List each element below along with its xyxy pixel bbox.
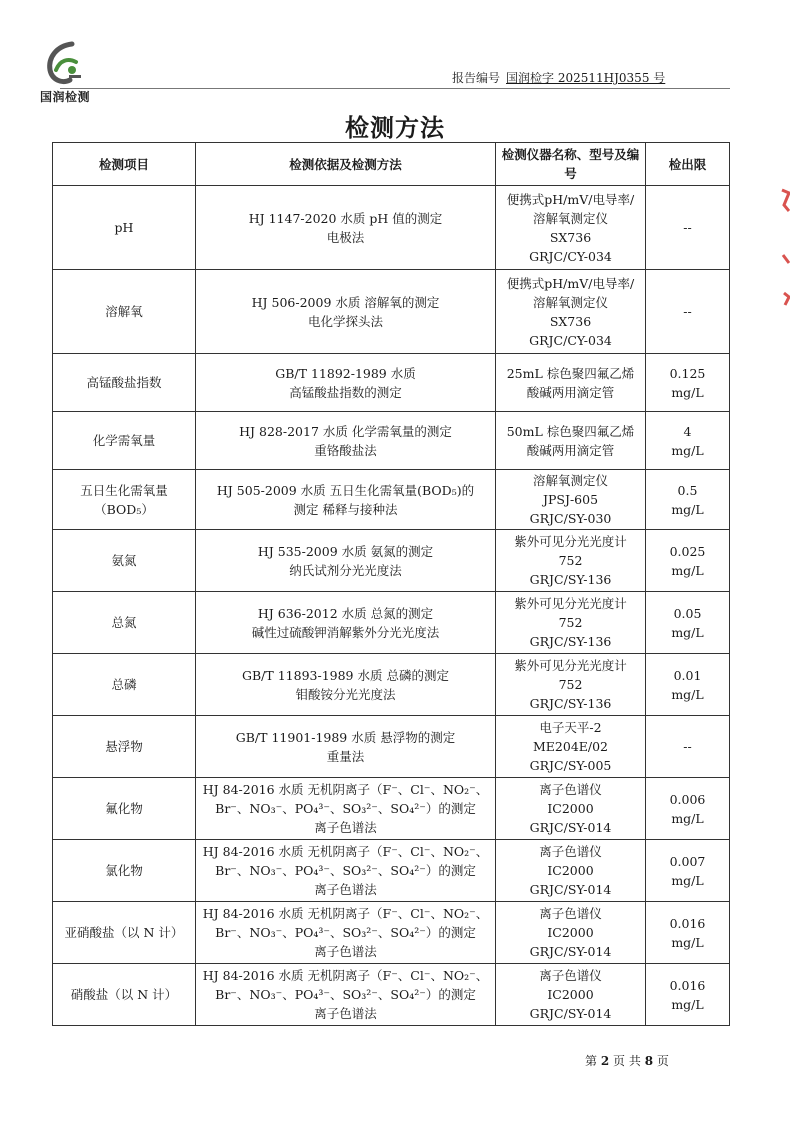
header-instrument: 检测仪器名称、型号及编号	[496, 143, 646, 186]
cell-instrument-line: 溶解氧测定仪	[532, 210, 608, 226]
cell-limit-line: mg/L	[671, 810, 704, 826]
cell-limit-line: 0.5	[677, 482, 698, 498]
cell-method-line: GB/T 11893-1989 水质 总磷的测定	[242, 667, 449, 683]
cell-instrument-line: GRJC/CY-034	[529, 332, 612, 348]
cell-instrument-line: GRJC/SY-014	[529, 820, 612, 835]
cell-limit	[646, 778, 730, 840]
table-row	[53, 530, 730, 592]
cell-limit-line: 0.01	[673, 667, 702, 683]
cell-method	[196, 530, 496, 592]
table-header-row	[53, 143, 730, 186]
cell-limit	[646, 902, 730, 964]
cell-method-line: 离子色谱法	[314, 1006, 377, 1021]
cell-limit	[646, 470, 730, 530]
cell-item: 总磷	[53, 654, 196, 716]
report-number: 国润检字 202511HJ0355 号	[506, 71, 666, 85]
cell-limit-line: mg/L	[671, 686, 704, 702]
cell-instrument	[496, 654, 646, 716]
cell-limit-line: mg/L	[671, 872, 704, 888]
cell-method-line: HJ 505-2009 水质 五日生化需氧量(BOD₅)的	[216, 482, 475, 498]
cell-limit	[646, 354, 730, 412]
cell-limit-line: mg/L	[671, 501, 704, 517]
cell-method	[196, 186, 496, 270]
table-row	[53, 470, 730, 530]
cell-method	[196, 654, 496, 716]
cell-limit-line: mg/L	[671, 996, 704, 1012]
report-number-line	[452, 69, 665, 86]
table-row	[53, 716, 730, 778]
table-row	[53, 902, 730, 964]
cell-instrument-line: 溶解氧测定仪	[532, 294, 608, 310]
cell-method	[196, 412, 496, 470]
cell-limit-line: 0.025	[669, 543, 706, 559]
cell-limit-line: 0.007	[669, 853, 706, 869]
cell-method-line: 碱性过硫酸钾消解紫外分光光度法	[251, 624, 440, 640]
cell-instrument	[496, 592, 646, 654]
cell-method-line: Br⁻、NO₃⁻、PO₄³⁻、SO₃²⁻、SO₄²⁻）的测定	[215, 987, 476, 1002]
cell-method-line: 纳氏试剂分光光度法	[289, 562, 402, 578]
cell-instrument-line: SX736	[549, 229, 592, 245]
cell-limit-line: mg/L	[671, 384, 704, 400]
cell-limit	[646, 186, 730, 270]
cell-instrument-line: GRJC/SY-005	[529, 758, 612, 773]
cell-instrument-line: 便携式pH/mV/电导率/	[506, 191, 635, 207]
page-current: 2	[600, 1054, 610, 1068]
cell-method-line: 离子色谱法	[314, 882, 377, 897]
cell-instrument-line: IC2000	[547, 925, 594, 940]
cell-item: 溶解氧	[53, 270, 196, 354]
cell-instrument-line: ME204E/02	[532, 739, 609, 754]
cell-item: 悬浮物	[53, 716, 196, 778]
cell-instrument-line: GRJC/CY-034	[529, 248, 612, 264]
cell-item: 氨氮	[53, 530, 196, 592]
cell-instrument	[496, 530, 646, 592]
cell-method-line: HJ 636-2012 水质 总氮的测定	[257, 605, 434, 621]
cell-item: 五日生化需氧量（BOD₅）	[53, 470, 196, 530]
cell-method-line: HJ 828-2017 水质 化学需氧量的测定	[239, 423, 452, 439]
cell-instrument-line: IC2000	[547, 801, 594, 816]
cell-method	[196, 592, 496, 654]
cell-limit-line: --	[683, 304, 692, 319]
cell-instrument	[496, 354, 646, 412]
cell-method-line: Br⁻、NO₃⁻、PO₄³⁻、SO₃²⁻、SO₄²⁻）的测定	[215, 801, 476, 816]
table-row	[53, 354, 730, 412]
cell-instrument-line: 25mL 棕色聚四氟乙烯	[506, 365, 635, 381]
cell-limit-line: mg/L	[671, 442, 704, 458]
table-row	[53, 654, 730, 716]
cell-instrument-line: 溶解氧测定仪	[532, 473, 608, 488]
cell-method-line: GB/T 11892-1989 水质	[275, 365, 416, 381]
cell-limit-line: --	[683, 220, 692, 235]
page-suffix: 页	[656, 1054, 669, 1068]
cell-instrument	[496, 716, 646, 778]
table-body	[53, 186, 730, 1026]
cell-instrument-line: JPSJ-605	[542, 492, 599, 507]
cell-item: 亚硝酸盐（以 N 计）	[53, 902, 196, 964]
cell-method-line: HJ 535-2009 水质 氨氮的测定	[257, 543, 434, 559]
cell-instrument-line: 752	[558, 677, 583, 692]
cell-limit-line: mg/L	[671, 562, 704, 578]
cell-instrument	[496, 470, 646, 530]
cell-method-line: HJ 84-2016 水质 无机阴离子（F⁻、Cl⁻、NO₂⁻、	[202, 968, 489, 983]
cell-method	[196, 270, 496, 354]
cell-limit	[646, 716, 730, 778]
cell-instrument	[496, 186, 646, 270]
page-prefix: 第	[585, 1054, 598, 1068]
cell-limit	[646, 840, 730, 902]
cell-instrument	[496, 412, 646, 470]
company-logo	[30, 40, 100, 105]
table-row	[53, 778, 730, 840]
cell-limit	[646, 592, 730, 654]
cell-instrument	[496, 964, 646, 1026]
methods-table	[52, 142, 730, 1026]
cell-item: 总氮	[53, 592, 196, 654]
table-row	[53, 412, 730, 470]
cell-method	[196, 902, 496, 964]
cell-method-line: HJ 84-2016 水质 无机阴离子（F⁻、Cl⁻、NO₂⁻、	[202, 906, 489, 921]
cell-instrument-line: 电子天平-2	[539, 720, 602, 735]
cell-method-line: 离子色谱法	[314, 820, 377, 835]
header-item: 检测项目	[53, 143, 196, 186]
cell-instrument	[496, 902, 646, 964]
header-limit: 检出限	[646, 143, 730, 186]
cell-instrument-line: IC2000	[547, 863, 594, 878]
cell-method-line: HJ 1147-2020 水质 pH 值的测定	[248, 210, 443, 226]
seal-edge-mark	[776, 185, 790, 335]
logo-mark-icon	[42, 40, 88, 86]
cell-instrument-line: 离子色谱仪	[539, 968, 602, 983]
header-method: 检测依据及检测方法	[196, 143, 496, 186]
table-row	[53, 186, 730, 270]
cell-method-line: 电化学探头法	[307, 313, 383, 329]
cell-limit	[646, 530, 730, 592]
cell-instrument-line: GRJC/SY-014	[529, 1006, 612, 1021]
cell-method-line: 离子色谱法	[314, 944, 377, 959]
cell-instrument-line: SX736	[549, 313, 592, 329]
cell-method-line: HJ 84-2016 水质 无机阴离子（F⁻、Cl⁻、NO₂⁻、	[202, 782, 489, 797]
cell-instrument-line: GRJC/SY-136	[529, 572, 612, 587]
cell-method-line: 测定 稀释与接种法	[293, 501, 398, 517]
cell-instrument-line: 离子色谱仪	[539, 844, 602, 859]
cell-instrument-line: GRJC/SY-136	[529, 634, 612, 649]
cell-method	[196, 964, 496, 1026]
cell-method	[196, 354, 496, 412]
cell-instrument-line: 离子色谱仪	[539, 782, 602, 797]
cell-instrument-line: 酸碱两用滴定管	[526, 384, 615, 400]
cell-method-line: Br⁻、NO₃⁻、PO₄³⁻、SO₃²⁻、SO₄²⁻）的测定	[215, 863, 476, 878]
cell-item: 化学需氧量	[53, 412, 196, 470]
table-row	[53, 840, 730, 902]
cell-limit-line: 0.016	[669, 915, 706, 931]
cell-limit	[646, 964, 730, 1026]
cell-method	[196, 470, 496, 530]
cell-method-line: GB/T 11901-1989 水质 悬浮物的测定	[235, 729, 456, 745]
cell-method-line: HJ 84-2016 水质 无机阴离子（F⁻、Cl⁻、NO₂⁻、	[202, 844, 489, 859]
page-mid: 页 共	[613, 1054, 641, 1068]
cell-method	[196, 778, 496, 840]
cell-limit-line: mg/L	[671, 624, 704, 640]
cell-method	[196, 840, 496, 902]
cell-limit-line: 0.125	[669, 365, 706, 381]
cell-instrument-line: 紫外可见分光光度计	[514, 658, 627, 673]
cell-instrument-line: GRJC/SY-014	[529, 882, 612, 897]
cell-instrument-line: GRJC/SY-014	[529, 944, 612, 959]
cell-method-line: 重铬酸盐法	[314, 442, 377, 458]
cell-method-line: 重量法	[326, 748, 365, 764]
cell-instrument	[496, 840, 646, 902]
cell-instrument-line: 紫外可见分光光度计	[514, 534, 627, 549]
cell-instrument-line: 752	[558, 615, 583, 630]
table-row	[53, 270, 730, 354]
cell-method-line: 电极法	[326, 229, 365, 245]
report-number-label: 报告编号	[452, 71, 501, 85]
page-total: 8	[644, 1054, 654, 1068]
cell-limit-line: 0.05	[673, 605, 702, 621]
cell-limit-line: --	[683, 739, 692, 754]
cell-instrument-line: GRJC/SY-136	[529, 696, 612, 711]
cell-instrument-line: 紫外可见分光光度计	[514, 596, 627, 611]
page-footer	[585, 1052, 669, 1069]
cell-instrument-line: 离子色谱仪	[539, 906, 602, 921]
cell-instrument-line: 便携式pH/mV/电导率/	[506, 275, 635, 291]
page-title: 检测方法	[345, 114, 445, 142]
cell-item: 氯化物	[53, 840, 196, 902]
cell-limit	[646, 412, 730, 470]
cell-item: 硝酸盐（以 N 计）	[53, 964, 196, 1026]
table-row	[53, 964, 730, 1026]
cell-limit	[646, 270, 730, 354]
cell-limit-line: mg/L	[671, 934, 704, 950]
cell-instrument-line: 50mL 棕色聚四氟乙烯	[506, 423, 635, 439]
table-row	[53, 592, 730, 654]
cell-method-line: 高锰酸盐指数的测定	[289, 384, 402, 400]
logo-text: 国润检测	[39, 90, 90, 104]
cell-method-line: HJ 506-2009 水质 溶解氧的测定	[251, 294, 440, 310]
cell-limit-line: 0.006	[669, 791, 706, 807]
cell-method-line: Br⁻、NO₃⁻、PO₄³⁻、SO₃²⁻、SO₄²⁻）的测定	[215, 925, 476, 940]
cell-item: pH	[53, 186, 196, 270]
cell-limit-line: 4	[683, 423, 692, 439]
cell-item: 高锰酸盐指数	[53, 354, 196, 412]
cell-instrument-line: GRJC/SY-030	[529, 511, 612, 526]
cell-instrument-line: 752	[558, 553, 583, 568]
cell-limit-line: 0.016	[669, 977, 706, 993]
cell-instrument-line: IC2000	[547, 987, 594, 1002]
cell-limit	[646, 654, 730, 716]
cell-item: 氟化物	[53, 778, 196, 840]
cell-method	[196, 716, 496, 778]
cell-instrument-line: 酸碱两用滴定管	[526, 442, 615, 458]
cell-method-line: 钼酸铵分光光度法	[295, 686, 396, 702]
cell-instrument	[496, 270, 646, 354]
header-divider	[60, 88, 730, 89]
cell-instrument	[496, 778, 646, 840]
